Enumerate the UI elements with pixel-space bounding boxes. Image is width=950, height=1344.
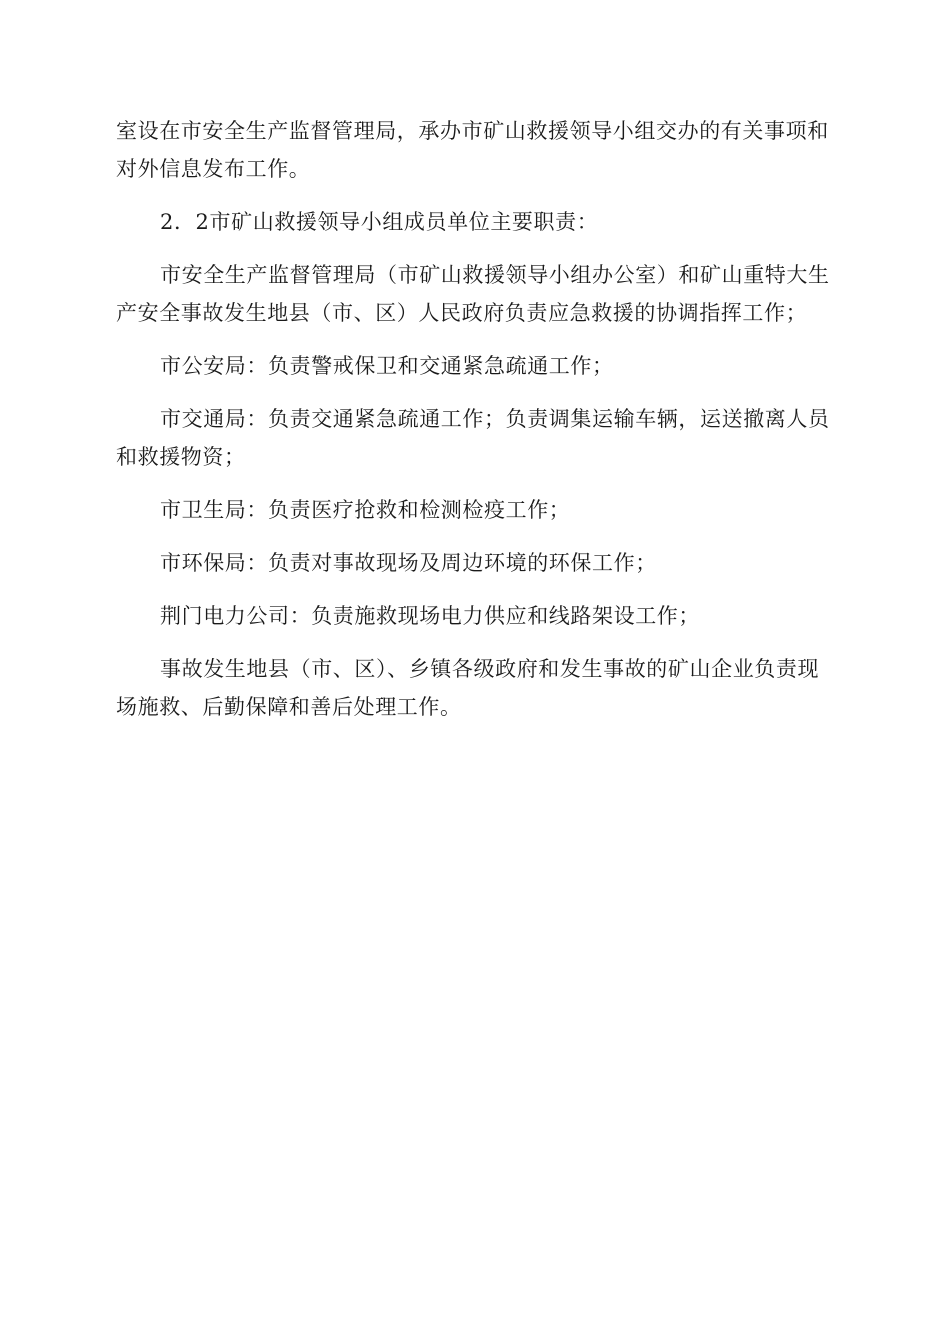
paragraph-office-duties: 室设在市安全生产监督管理局，承办市矿山救援领导小组交办的有关事项和对外信息发布工作。: [116, 119, 829, 181]
paragraph-public-security: 市公安局：负责警戒保卫和交通紧急疏通工作；: [160, 354, 614, 378]
paragraph-health-bureau: 市卫生局：负责医疗抢救和检测检疫工作；: [160, 498, 571, 522]
paragraph-local-government: 事故发生地县（市、区）、乡镇各级政府和发生事故的矿山企业负责现场施救、后勤保障和善后处理工作。: [116, 657, 820, 719]
paragraph-section-heading: 2．2市矿山救援领导小组成员单位主要职责：: [160, 210, 599, 234]
document-body: [116, 112, 836, 726]
paragraph-environment-bureau: 市环保局：负责对事故现场及周边环境的环保工作；: [160, 551, 657, 575]
paragraph-power-company: 荆门电力公司：负责施救现场电力供应和线路架设工作；: [160, 604, 700, 628]
paragraph-transport-bureau: 市交通局：负责交通紧急疏通工作；负责调集运输车辆，运送撤离人员和救援物资；: [116, 407, 830, 469]
paragraph-safety-bureau: 市安全生产监督管理局（市矿山救援领导小组办公室）和矿山重特大生产安全事故发生地县（市、区）人民政府负责应急救援的协调指挥工作；: [116, 263, 830, 325]
